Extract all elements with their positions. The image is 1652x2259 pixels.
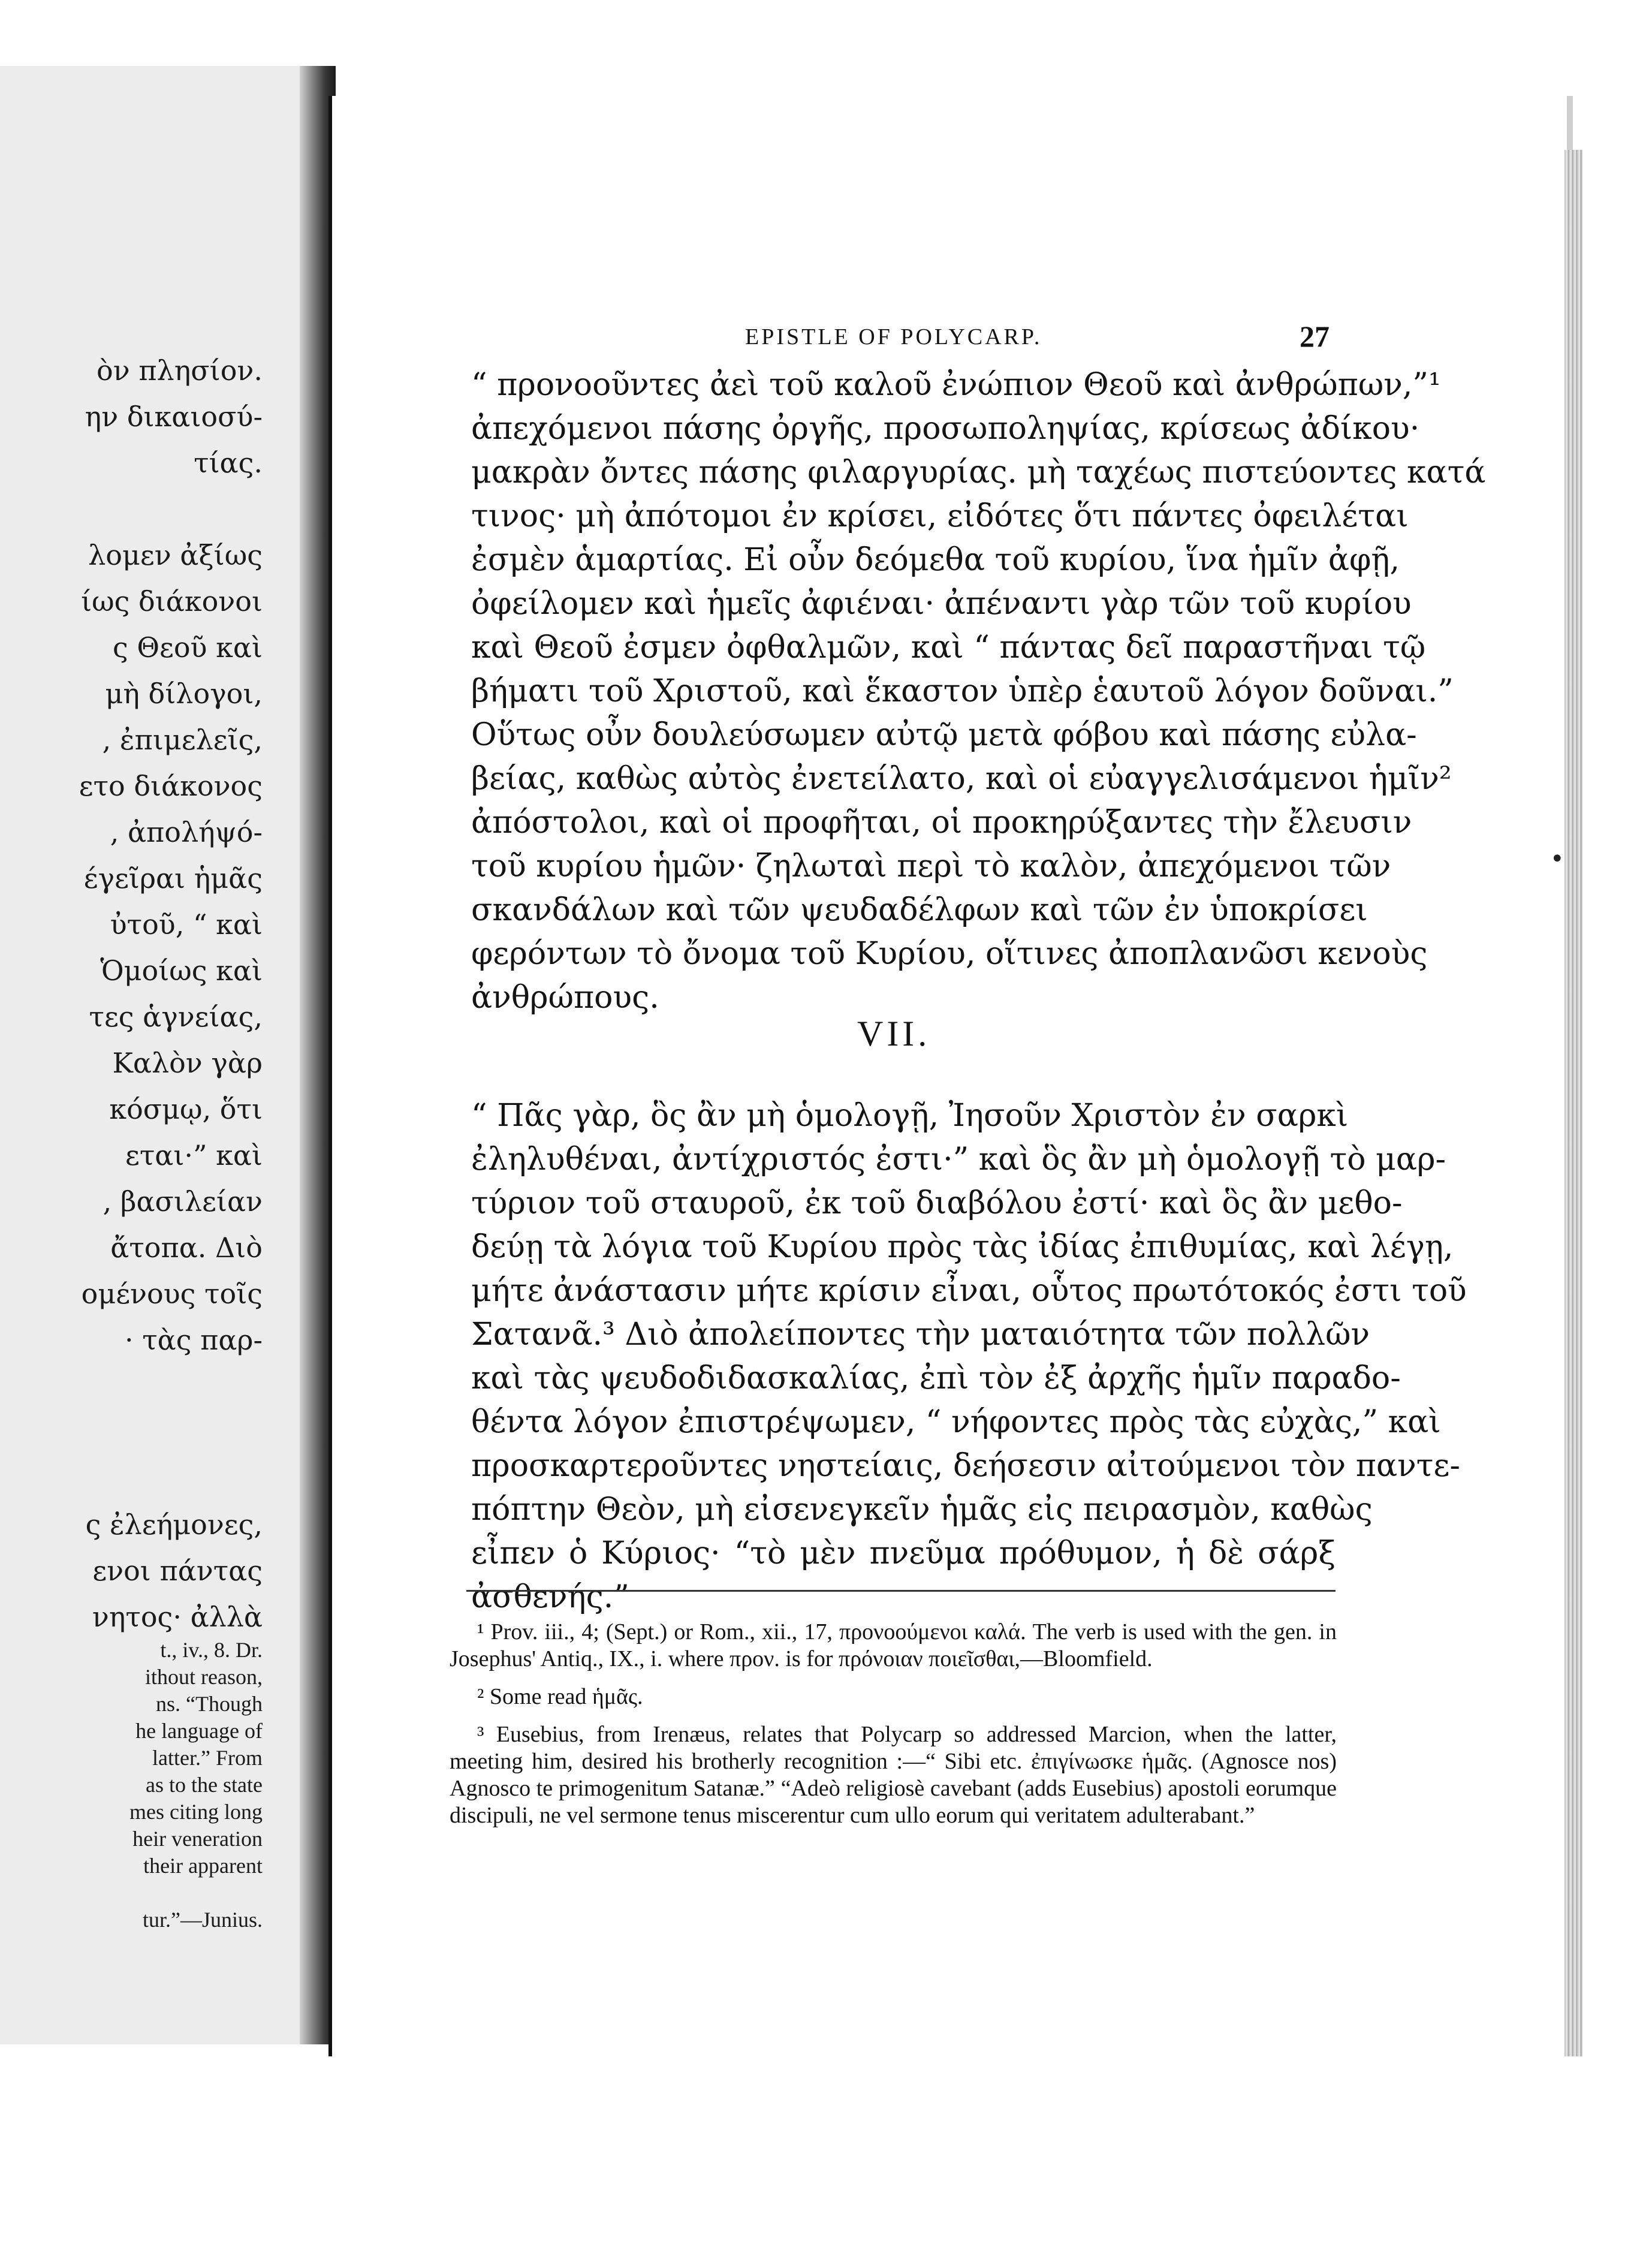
page-number: 27 <box>1300 320 1330 353</box>
prev-line: νητος· ἀλλὰ <box>92 1601 263 1633</box>
text-line: βήματι τοῦ Χριστοῦ, καὶ ἕκαστον ὑπὲρ ἑαυτοῦ λόγον δοῦναι.” <box>471 673 1454 709</box>
text-line: δεύῃ τὰ λόγια τοῦ Κυρίου πρὸς τὰς ἰδίας ἐπιθυμίας, καὶ λέγῃ, <box>471 1229 1454 1265</box>
text-line: σκανδάλων καὶ τῶν ψευδαδέλφων καὶ τῶν ἐν ὑποκρίσει <box>471 892 1368 928</box>
prev-fn-line: mes citing long <box>129 1800 263 1824</box>
paragraph-1 <box>471 363 1486 1020</box>
prev-line: · τὰς παρ- <box>124 1324 263 1356</box>
prev-line: κόσμῳ, ὅτι <box>109 1093 263 1125</box>
prev-line: Καλὸν γὰρ <box>112 1047 263 1079</box>
prev-line: , βασιλείαν <box>103 1185 263 1218</box>
prev-line <box>11 486 263 532</box>
previous-page <box>0 66 316 2044</box>
prev-line: λομεν ἀξίως <box>88 539 263 571</box>
text-line: Σατανᾶ.³ Διὸ ἀπολείποντες τὴν ματαιότητα τῶν πολλῶν <box>471 1317 1370 1353</box>
prev-line <box>11 1409 263 1456</box>
text-line: τύριον τοῦ σταυροῦ, ἐκ τοῦ διαβόλου ἐστί· καὶ ὃς ἂν μεθο- <box>471 1185 1403 1221</box>
prev-line: εται·” καὶ <box>125 1139 263 1171</box>
text-line: μακρὰν ὄντες πάσης φιλαργυρίας. μὴ ταχέως πιστεύοντες κατά <box>471 454 1486 490</box>
text-line: “ Πᾶς γὰρ, ὃς ἂν μὴ ὁμολογῇ, Ἰησοῦν Χριστὸν ἐν σαρκὶ <box>471 1098 1349 1134</box>
prev-line: ενοι πάντας <box>92 1555 263 1587</box>
text-line: εἶπεν ὁ Κύριος· “τὸ μὲν πνεῦμα πρόθυμον, ἡ δὲ σάρξ <box>471 1535 1336 1571</box>
text-line: βείας, καθὼς αὐτὸς ἐνετείλατο, καὶ οἱ εὐαγγελισάμενοι ἡμῖν² <box>471 761 1452 797</box>
prev-line: ὸν πλησίον. <box>97 354 263 387</box>
footnote-1: ¹ Prov. iii., 4; (Sept.) or Rom., xii., 17, προνοούμενοι καλά. The verb is used with the gen. in Josephus' Antiq., IX., i. where προν. is for πρόνοιαν ποιεῖσθαι,—Bloomfield. <box>450 1619 1337 1671</box>
footnote-2: ² Some read ἡμᾶς. <box>477 1684 643 1709</box>
text-line: ὀφείλομεν καὶ ἡμεῖς ἀφιέναι· ἀπέναντι γὰρ τῶν τοῦ κυρίου <box>471 586 1412 622</box>
paragraph-2 <box>471 1094 1467 1619</box>
prev-line: ίως διάκονοι <box>81 585 263 618</box>
text-line: τοῦ κυρίου ἡμῶν· ζηλωταὶ περὶ τὸ καλὸν, ἀπεχόμενοι τῶν <box>471 848 1391 884</box>
text-line: πόπτην Θεὸν, μὴ εἰσενεγκεῖν ἡμᾶς εἰς πειρασμὸν, καθὼς <box>471 1492 1373 1528</box>
text-line: ἀσθενής.” <box>471 1579 629 1615</box>
prev-fn-line: heir veneration <box>132 1827 263 1851</box>
previous-page-text <box>11 348 263 1640</box>
text-line: καὶ Θεοῦ ἐσμεν ὀφθαλμῶν, καὶ “ πάντας δεῖ παραστῆναι τῷ <box>471 629 1426 665</box>
prev-line: ς Θεοῦ καὶ <box>112 631 263 664</box>
prev-line: ομένους τοῖς <box>81 1278 263 1310</box>
footnotes <box>450 1619 1337 1840</box>
text-line: “ προνοοῦντες ἀεὶ τοῦ καλοῦ ἐνώπιον Θεοῦ καὶ ἀνθρώπων,”¹ <box>471 367 1441 403</box>
prev-line: ὐτοῦ, “ καὶ <box>110 908 263 941</box>
prev-fn-line: tur.”—Junius. <box>142 1908 263 1932</box>
prev-fn-line: t., iv., 8. Dr. <box>160 1638 263 1662</box>
prev-line: , ἀπολήψό- <box>110 816 263 848</box>
text-line: ἐληλυθέναι, ἀντίχριστός ἐστι·” καὶ ὃς ἂν μὴ ὁμολογῇ τὸ μαρ- <box>471 1141 1446 1177</box>
prev-line: τες ἁγνείας, <box>89 1001 263 1033</box>
section-heading: VII. <box>857 1014 931 1053</box>
text-line: ἐσμὲν ἁμαρτίας. Εἰ οὖν δεόμεθα τοῦ κυρίου, ἵνα ἡμῖν ἀφῇ, <box>471 542 1400 578</box>
prev-line: ἄτοπα. Διὸ <box>110 1231 263 1264</box>
text-line: Οὕτως οὖν δουλεύσωμεν αὐτῷ μετὰ φόβου καὶ πάσης εὐλα- <box>471 717 1417 753</box>
text-line: ἀνθρώπους. <box>471 980 659 1016</box>
prev-fn-line: their apparent <box>143 1854 263 1878</box>
prev-line <box>11 1363 263 1409</box>
text-line: θέντα λόγον ἐπιστρέψωμεν, “ νήφοντες πρὸς τὰς εὐχὰς,” καὶ <box>471 1404 1441 1440</box>
prev-line <box>11 1456 263 1502</box>
prev-line: ην δικαιοσύ- <box>85 400 263 433</box>
margin-dot: • <box>1550 845 1564 873</box>
text-line: ἀπόστολοι, καὶ οἱ προφῆται, οἱ προκηρύξαντες τὴν ἔλευσιν <box>471 805 1412 841</box>
prev-line: μὴ δίλογοι, <box>105 677 263 710</box>
text-line: καὶ τὰς ψευδοδιδασκαλίας, ἐπὶ τὸν ἐξ ἀρχῆς ἡμῖν παραδο- <box>471 1360 1401 1396</box>
text-line: τινος· μὴ ἀπότομοι ἐν κρίσει, εἰδότες ὅτι πάντες ὀφειλέται <box>471 498 1409 534</box>
prev-fn-line: he language of <box>135 1719 263 1743</box>
prev-fn-line: ns. “Though <box>156 1692 263 1716</box>
prev-line: Ὁμοίως καὶ <box>100 954 263 987</box>
previous-page-footnotes <box>11 1637 263 1933</box>
prev-line: , ἐπιμελεῖς, <box>102 724 263 756</box>
prev-line: τίας. <box>194 447 263 479</box>
prev-line: ς ἐλεήμονες, <box>85 1508 263 1541</box>
text-line: φερόντων τὸ ὄνομα τοῦ Κυρίου, οἵτινες ἀποπλανῶσι κενοὺς <box>471 936 1428 972</box>
text-line: ἀπεχόμενοι πάσης ὀργῆς, προσωποληψίας, κρίσεως ἀδίκου· <box>471 411 1420 447</box>
prev-fn-line: as to the state <box>146 1773 263 1797</box>
running-head: EPISTLE OF POLYCARP. <box>745 324 1042 350</box>
prev-fn-line: ithout reason, <box>145 1665 263 1689</box>
prev-fn-line <box>11 1880 263 1906</box>
page-edge <box>1564 150 1582 2056</box>
text-line: προσκαρτεροῦντες νηστείαις, δεήσεσιν αἰτούμενοι τὸν παντε- <box>471 1448 1460 1484</box>
text-line: μήτε ἀνάστασιν μήτε κρίσιν εἶναι, οὗτος πρωτότοκός ἐστι τοῦ <box>471 1273 1467 1309</box>
footnote-rule <box>466 1590 1336 1592</box>
prev-line: έγεῖραι ἡμᾶς <box>83 862 263 894</box>
prev-line: ετο διάκονος <box>79 770 263 802</box>
footnote-3: ³ Eusebius, from Irenæus, relates that Polycarp so addressed Marcion, when the latter, meeting him, desired his brotherly recognition :—“ Sibi etc. ἐπιγίνωσκε ἡμᾶς. (Agnosce nos) Agnosco te primogenitum Satanæ.” “Adeò religiosè cavebant (adds Eusebius) apostoli eorumque discipuli, ne vel sermone tenus miscerentur cum ullo eorum qui veritatem adulterabant.” <box>450 1722 1337 1828</box>
prev-fn-line: latter.” From <box>152 1746 263 1770</box>
